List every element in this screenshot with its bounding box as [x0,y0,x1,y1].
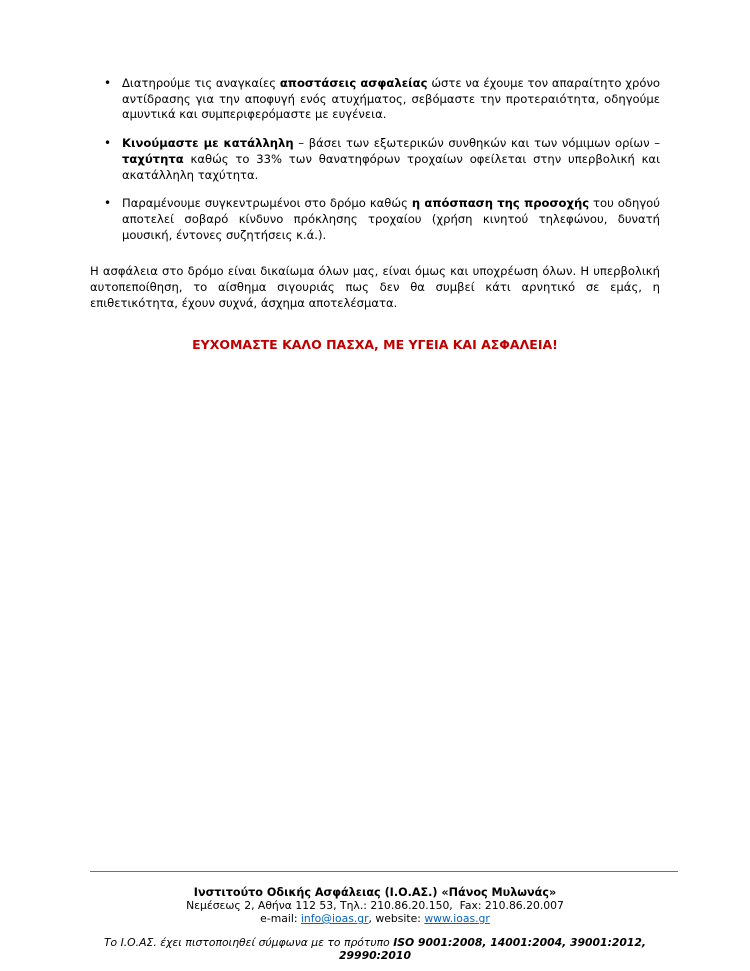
text-segment: ώστε να έχουμε τον απαραίτητο χρόνο αντίδρασης για την αποφυγή ενός ατυχήματος, σεβόμαστε την προτεραιότητα, οδηγούμε αμυντικά και συμπεριφερόμαστε με ευγένεια. [122,76,661,122]
footer-contact-block [90,886,660,925]
text-segment-bold: αποστάσεις ασφαλείας [279,76,428,90]
text-segment: καθώς το 33% των θανατηφόρων τροχαίων οφείλεται στην υπερβολική και ακατάλληλη ταχύτητα. [122,151,660,182]
text-segment: – βάσει των εξωτερικών συνθηκών και των νόμιμων ορίων – [293,136,660,151]
text-segment: Διατηρούμε τις αναγκαίες [122,76,280,90]
iso-certification-note [90,936,660,962]
iso-standards: ISO 9001:2008, 14001:2004, 39001:2012, 29990:2010 [339,936,647,962]
footer-address: Νεμέσεως 2, Αθήνα 112 53, Τηλ.: 210.86.20.150, Fax: 210.86.20.007 [186,899,564,912]
website-link[interactable]: www.ioas.gr [424,912,490,925]
closing-paragraph: Η ασφάλεια στο δρόμο είναι δικαίωμα όλων μας, είναι όμως και υποχρέωση όλων. Η υπερβολική αυτοπεποίθηση, το αίσθημα σιγουριάς πως δεν θα συμβεί κάτι αρνητικό σε εμάς, η επιθετικότητα, έχουν συχνά, άσχημα αποτελέσματα. [90,264,660,310]
bullet-item-appropriate-speed [90,136,660,183]
footer-contact-line [90,912,660,925]
text-segment: Παραμένουμε συγκεντρωμένοι στο δρόμο καθώς [122,196,412,211]
bullet-item-safety-distances [90,76,660,123]
email-link[interactable]: info@ioas.gr [300,912,369,925]
website-label: , website: [368,912,425,925]
text-segment-bold: η απόσπαση της προσοχής [411,196,590,211]
text-segment-bold: Κινούμαστε με κατάλληλη [122,136,294,151]
text-segment-bold: ταχύτητα [122,151,184,166]
easter-wish-heading: ΕΥΧΟΜΑΣΤΕ ΚΑΛΟ ΠΑΣΧΑ, ΜΕ ΥΓΕΙΑ ΚΑΙ ΑΣΦΑΛΕΙΑ! [192,337,558,353]
page-footer [0,871,750,962]
bullet-item-driver-distraction [90,196,660,243]
bullet-list [90,76,660,243]
text-segment: του οδηγού αποτελεί σοβαρό κίνδυνο πρόκλησης τροχαίου (χρήση κινητού τηλεφώνου, δυνατή μουσική, έντονες συζητήσεις κ.ά.). [122,196,660,242]
footer-divider-line [90,871,678,872]
document-body [90,76,660,352]
email-label: e-mail: [260,912,301,925]
iso-note-prefix: Το Ι.Ο.ΑΣ. έχει πιστοποιηθεί σύμφωνα με το πρότυπο [103,936,394,949]
footer-institute-name: Ινστιτούτο Οδικής Ασφάλειας (Ι.Ο.ΑΣ.) «Πάνος Μυλωνάς» [193,886,557,899]
